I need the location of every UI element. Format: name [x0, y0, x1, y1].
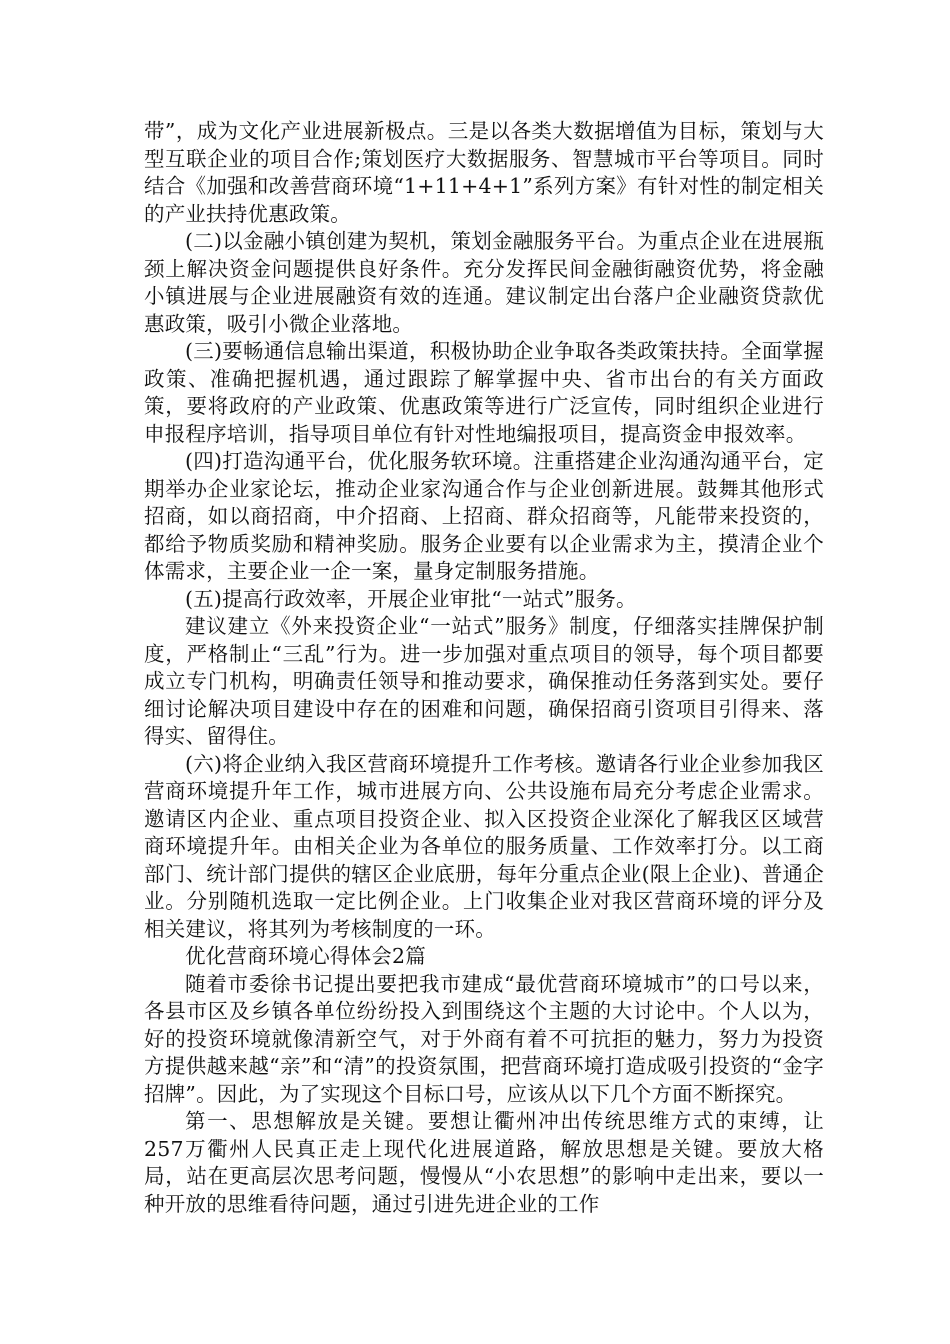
paragraph-5-detail: 建议建立《外来投资企业“一站式”服务》制度，仔细落实挂牌保护制度，严格制止“三乱”行为。进一步加强对重点项目的领导，每个项目都要成立专门机构，明确责任领导和推动要求，确保推动任务落到实处。要仔细讨论解决项目建设中存在的困难和问题，确保招商引资项目引得来、落得实、留得住。	[144, 614, 824, 748]
paragraph-4: (四)打造沟通平台，优化服务软环境。注重搭建企业沟通沟通平台，定期举办企业家论坛，推动企业家沟通合作与企业创新进展。鼓舞其他形式招商，如以商招商，中介招商、上招商、群众招商等，凡能带来投资的，都给予物质奖励和精神奖励。服务企业要有以企业需求为主，摸清企业个体需求，主要企业一企一案，量身定制服务措施。	[144, 449, 824, 583]
section-heading: 优化营商环境心得体会2篇	[185, 944, 426, 968]
paragraph-continuation: 带”，成为文化产业进展新极点。三是以各类大数据增值为目标，策划与大型互联企业的项目合作;策划医疗大数据服务、智慧城市平台等项目。同时结合《加强和改善营商环境“1+11+4+1”系列方案》有针对性的制定相关的产业扶持优惠政策。	[144, 119, 824, 226]
paragraph-2: (二)以金融小镇创建为契机，策划金融服务平台。为重点企业在进展瓶颈上解决资金问题提供良好条件。充分发挥民间金融街融资优势，将金融小镇进展与企业进展融资有效的连通。建议制定出台落户企业融资贷款优惠政策，吸引小微企业落地。	[144, 229, 824, 336]
paragraph-first-point: 第一、思想解放是关键。要想让衢州冲出传统思维方式的束缚，让257万衢州人民真正走上现代化进展道路，解放思想是关键。要放大格局，站在更高层次思考问题，慢慢从“小农思想”的影响中走出来，要以一种开放的思维看待问题，通过引进先进企业的工作	[144, 1109, 824, 1216]
paragraph-5: (五)提高行政效率，开展企业审批“一站式”服务。	[185, 586, 637, 611]
paragraph-3: (三)要畅通信息输出渠道，积极协助企业争取各类政策扶持。全面掌握政策、准确把握机遇，通过跟踪了解掌握中央、省市出台的有关方面政策，要将政府的产业政策、优惠政策等进行广泛宣传，同时组织企业进行申报程序培训，指导项目单位有针对性地编报项目，提高资金申报效率。	[144, 339, 824, 446]
paragraph-6: (六)将企业纳入我区营商环境提升工作考核。邀请各行业企业参加我区营商环境提升年工作，城市进展方向、公共设施布局充分考虑企业需求。邀请区内企业、重点项目投资企业、拟入区投资企业深化了解我区区域营商环境提升年。由相关企业为各单位的服务质量、工作效率打分。以工商部门、统计部门提供的辖区企业底册，每年分重点企业(限上企业)、普通企业。分别随机选取一定比例企业。上门收集企业对我区营商环境的评分及相关建议，将其列为考核制度的一环。	[144, 751, 824, 941]
paragraph-intro: 随着市委徐书记提出要把我市建成“最优营商环境城市”的口号以来，各县市区及乡镇各单位纷纷投入到围绕这个主题的大讨论中。个人以为，好的投资环境就像清新空气，对于外商有着不可抗拒的魅力，努力为投资方提供越来越“亲”和“清”的投资氛围，把营商环境打造成吸引投资的“金字招牌”。因此，为了实现这个目标口号，应该从以下几个方面不断探究。	[144, 971, 824, 1106]
document-page	[144, 118, 824, 1218]
